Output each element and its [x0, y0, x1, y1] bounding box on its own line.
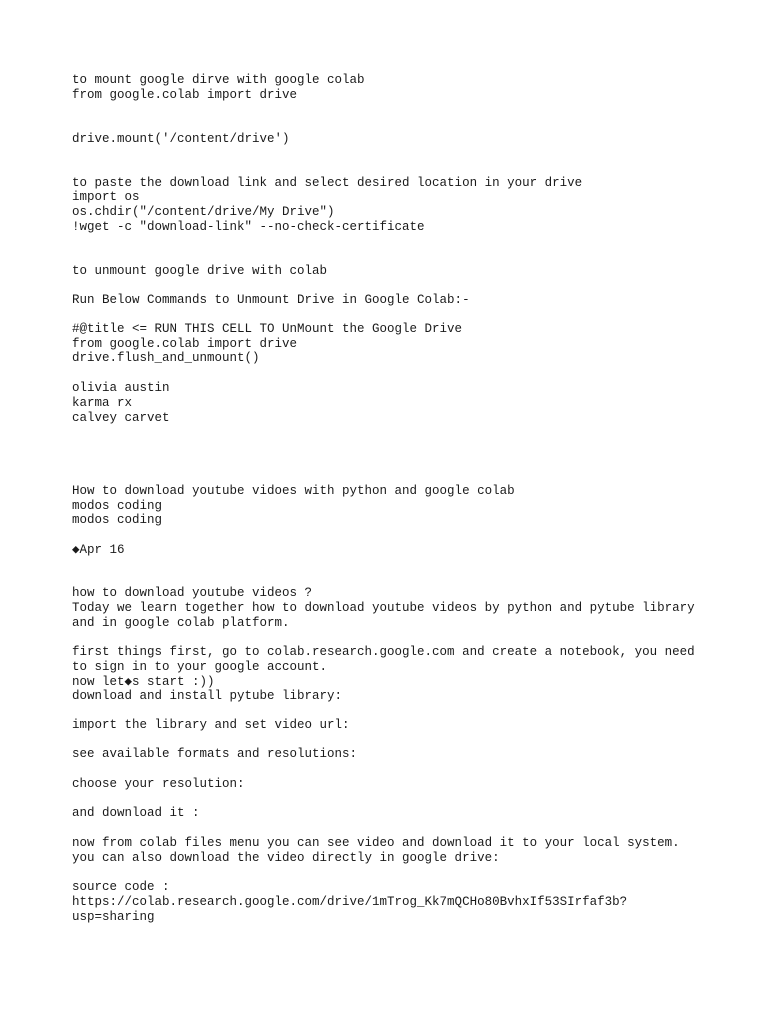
- text-line: to paste the download link and select desired location in your drive: [72, 176, 583, 190]
- text-line: usp=sharing: [72, 910, 155, 924]
- text-line: modos coding: [72, 499, 163, 513]
- text-line: and download it :: [72, 806, 200, 820]
- text-line: #@title <= RUN THIS CELL TO UnMount the Google Drive: [72, 322, 463, 336]
- text-line: drive.flush_and_unmount(): [72, 351, 260, 365]
- text-line: see available formats and resolutions:: [72, 747, 358, 761]
- text-line: Run Below Commands to Unmount Drive in Google Colab:-: [72, 293, 470, 307]
- text-line: from google.colab import drive: [72, 337, 298, 351]
- text-line: Today we learn together how to download youtube videos by python and pytube library: [72, 601, 695, 615]
- text-line: now let◆s start :)): [72, 675, 215, 689]
- text-line: os.chdir("/content/drive/My Drive"): [72, 205, 335, 219]
- text-line: how to download youtube videos ?: [72, 586, 313, 600]
- text-line: !wget -c "download-link" --no-check-certificate: [72, 220, 425, 234]
- text-line: source code :: [72, 880, 170, 894]
- text-line: How to download youtube vidoes with python and google colab: [72, 484, 515, 498]
- text-line: from google.colab import drive: [72, 88, 298, 102]
- text-line: https://colab.research.google.com/drive/1mTrog_Kk7mQCHo80BvhxIf53SIrfaf3b?: [72, 895, 628, 909]
- text-line: olivia austin: [72, 381, 170, 395]
- text-line: choose your resolution:: [72, 777, 245, 791]
- text-line: import os: [72, 190, 140, 204]
- text-line: karma rx: [72, 396, 133, 410]
- text-line: to unmount google drive with colab: [72, 264, 328, 278]
- text-line: and in google colab platform.: [72, 616, 290, 630]
- text-line: drive.mount('/content/drive'): [72, 132, 290, 146]
- text-line: download and install pytube library:: [72, 689, 343, 703]
- text-line: to sign in to your google account.: [72, 660, 328, 674]
- text-line: first things first, go to colab.research.google.com and create a notebook, you need: [72, 645, 695, 659]
- text-line: you can also download the video directly in google drive:: [72, 851, 500, 865]
- text-line: to mount google dirve with google colab: [72, 73, 365, 87]
- text-line: modos coding: [72, 513, 163, 527]
- text-line: import the library and set video url:: [72, 718, 350, 732]
- text-line: now from colab files menu you can see video and download it to your local system.: [72, 836, 680, 850]
- text-line: calvey carvet: [72, 411, 170, 425]
- text-line: ◆Apr 16: [72, 543, 125, 557]
